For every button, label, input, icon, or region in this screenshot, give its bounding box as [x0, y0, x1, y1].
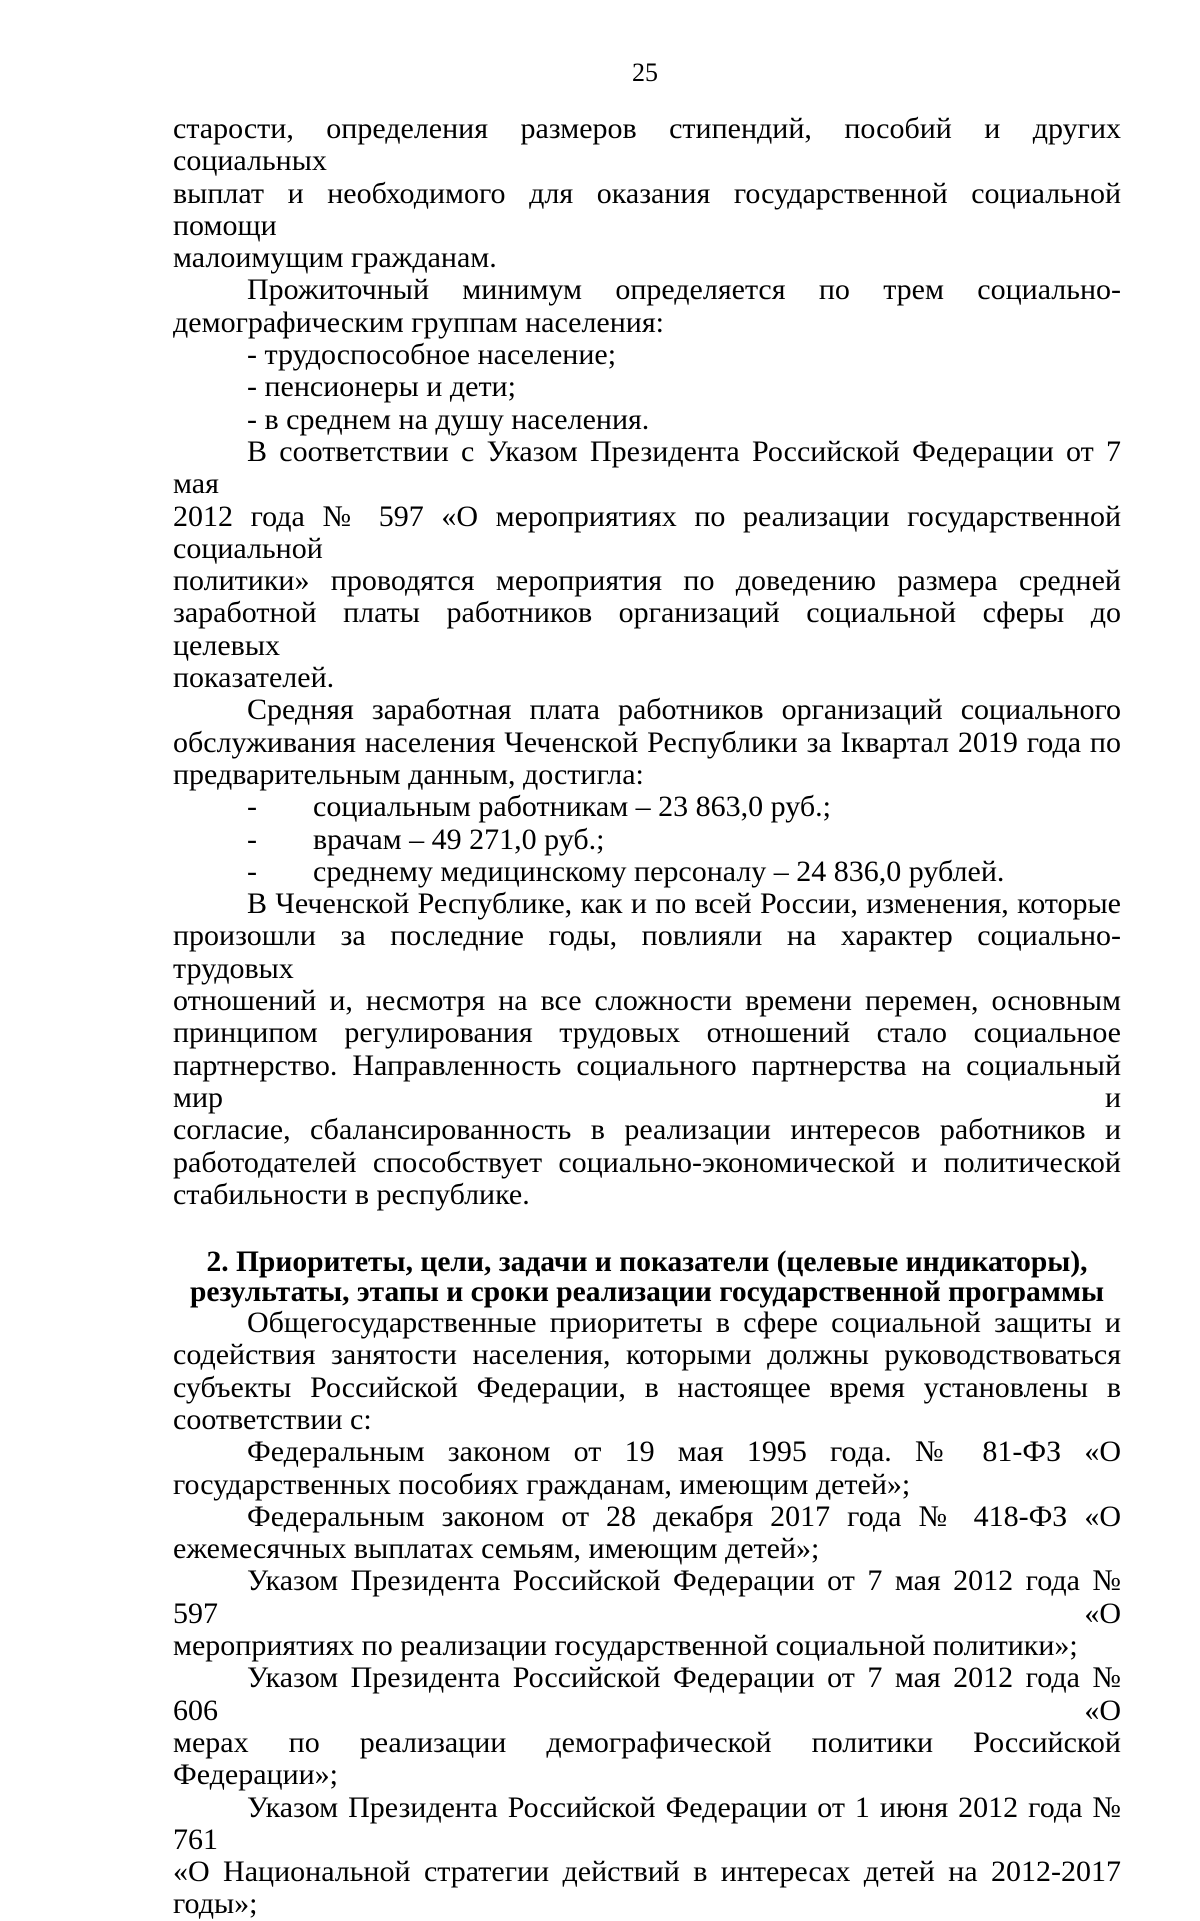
text-line: работодателей способствует социально-экономической и политической [173, 1145, 1121, 1179]
list-item: - в среднем на душу населения. [247, 402, 650, 436]
paragraph-law-418 [173, 1501, 1121, 1566]
list-dash: - [247, 854, 257, 888]
list-item-text: среднему медицинскому персоналу – 24 836,0 рублей. [313, 854, 1005, 888]
paragraph-living-wage-groups [173, 274, 1121, 339]
population-groups-list [173, 339, 1121, 436]
paragraph-decree-597-ref [173, 1565, 1121, 1662]
text-line: 2012 года № 597 «О мероприятиях по реализации государственной социальной [173, 499, 1121, 565]
text-line: стабильности в республике. [173, 1177, 530, 1211]
text-line: В Чеченской Республике, как и по всей России, изменения, которые [247, 887, 1121, 921]
text-line: Средняя заработная плата работников организаций социального [247, 693, 1121, 727]
text-line: политики» проводятся мероприятия по доведению размера средней [173, 564, 1121, 598]
paragraph-living-wage-continued [173, 113, 1121, 274]
text-line: Указом Президента Российской Федерации от 1 июня 2012 года № 761 [173, 1790, 1121, 1856]
text-line: согласие, сбалансированность в реализации интересов работников и [173, 1113, 1121, 1147]
text-line: Федеральным законом от 28 декабря 2017 года № 418-ФЗ «О [247, 1499, 1121, 1533]
section-heading [173, 1247, 1121, 1307]
text-line: партнерство. Направленность социального партнерства на социальный мир и [173, 1048, 1121, 1114]
paragraph-decree-597 [173, 436, 1121, 694]
list-item: - трудоспособное население; [247, 338, 617, 372]
salary-list [173, 791, 1121, 888]
paragraph-decree-761-ref [173, 1792, 1121, 1921]
text-line: Указом Президента Российской Федерации от 7 мая 2012 года № 597 «О [173, 1564, 1121, 1630]
heading-line: 2. Приоритеты, цели, задачи и показатели (целевые индикаторы), [206, 1246, 1088, 1279]
text-line: малоимущим гражданам. [173, 241, 497, 275]
list-dash: - [247, 790, 257, 824]
list-item: - пенсионеры и дети; [247, 370, 516, 404]
heading-line: результаты, этапы и сроки реализации государственной программы [189, 1276, 1104, 1309]
page-number: 25 [632, 58, 658, 87]
text-line: мерах по реализации демографической политики Российской Федерации»; [173, 1725, 1121, 1792]
text-line: заработной платы работников организаций социальной сферы до целевых [173, 596, 1121, 662]
text-line: Федеральным законом от 19 мая 1995 года. № 81-ФЗ «О [247, 1435, 1121, 1469]
text-line: государственных пособиях гражданам, имеющим детей»; [173, 1467, 911, 1501]
text-line: предварительным данным, достигла: [173, 757, 644, 791]
text-line: показателей. [173, 661, 335, 695]
list-item [173, 791, 1121, 823]
list-item-text: врачам – 49 271,0 руб.; [313, 822, 605, 856]
text-line: старости, определения размеров стипендий, пособий и других социальных [173, 112, 1121, 178]
list-item [173, 856, 1121, 888]
text-line: принципом регулирования трудовых отношений стало социальное [173, 1016, 1121, 1050]
paragraph-average-salary [173, 694, 1121, 791]
text-line: Указом Президента Российской Федерации от 7 мая 2012 года № 606 «О [173, 1661, 1121, 1727]
paragraph-law-81 [173, 1436, 1121, 1501]
text-line: произошли за последние годы, повлияли на характер социально-трудовых [173, 919, 1121, 985]
text-line: «О Национальной стратегии действий в интересах детей на 2012-2017 годы»; [173, 1855, 1121, 1921]
text-line: обслуживания населения Чеченской Республики за Iквартал 2019 года по [173, 725, 1121, 759]
text-line: содействия занятости населения, которыми должны руководствоваться [173, 1338, 1121, 1372]
text-line: Прожиточный минимум определяется по трем социально- [247, 273, 1121, 307]
text-line: соответствии с: [173, 1402, 372, 1436]
paragraph-national-priorities [173, 1307, 1121, 1436]
text-line: демографическим группам населения: [173, 305, 664, 339]
text-line: В соответствии с Указом Президента Российской Федерации от 7 мая [173, 434, 1121, 501]
text-line: субъекты Российской Федерации, в настоящее время установлены в [173, 1370, 1121, 1404]
document-body [173, 113, 1121, 1921]
list-dash: - [247, 822, 257, 856]
paragraph-social-partnership [173, 888, 1121, 1211]
text-line: ежемесячных выплатах семьям, имеющим детей»; [173, 1532, 820, 1566]
text-line: выплат и необходимого для оказания государственной социальной помощи [173, 176, 1121, 242]
text-line: мероприятиях по реализации государственной социальной политики»; [173, 1629, 1078, 1663]
paragraph-decree-606-ref [173, 1662, 1121, 1791]
list-item-text: социальным работникам – 23 863,0 руб.; [313, 790, 831, 824]
text-line: отношений и, несмотря на все сложности времени перемен, основным [173, 984, 1121, 1018]
list-item [173, 824, 1121, 856]
text-line: Общегосударственные приоритеты в сфере социальной защиты и [247, 1306, 1121, 1340]
